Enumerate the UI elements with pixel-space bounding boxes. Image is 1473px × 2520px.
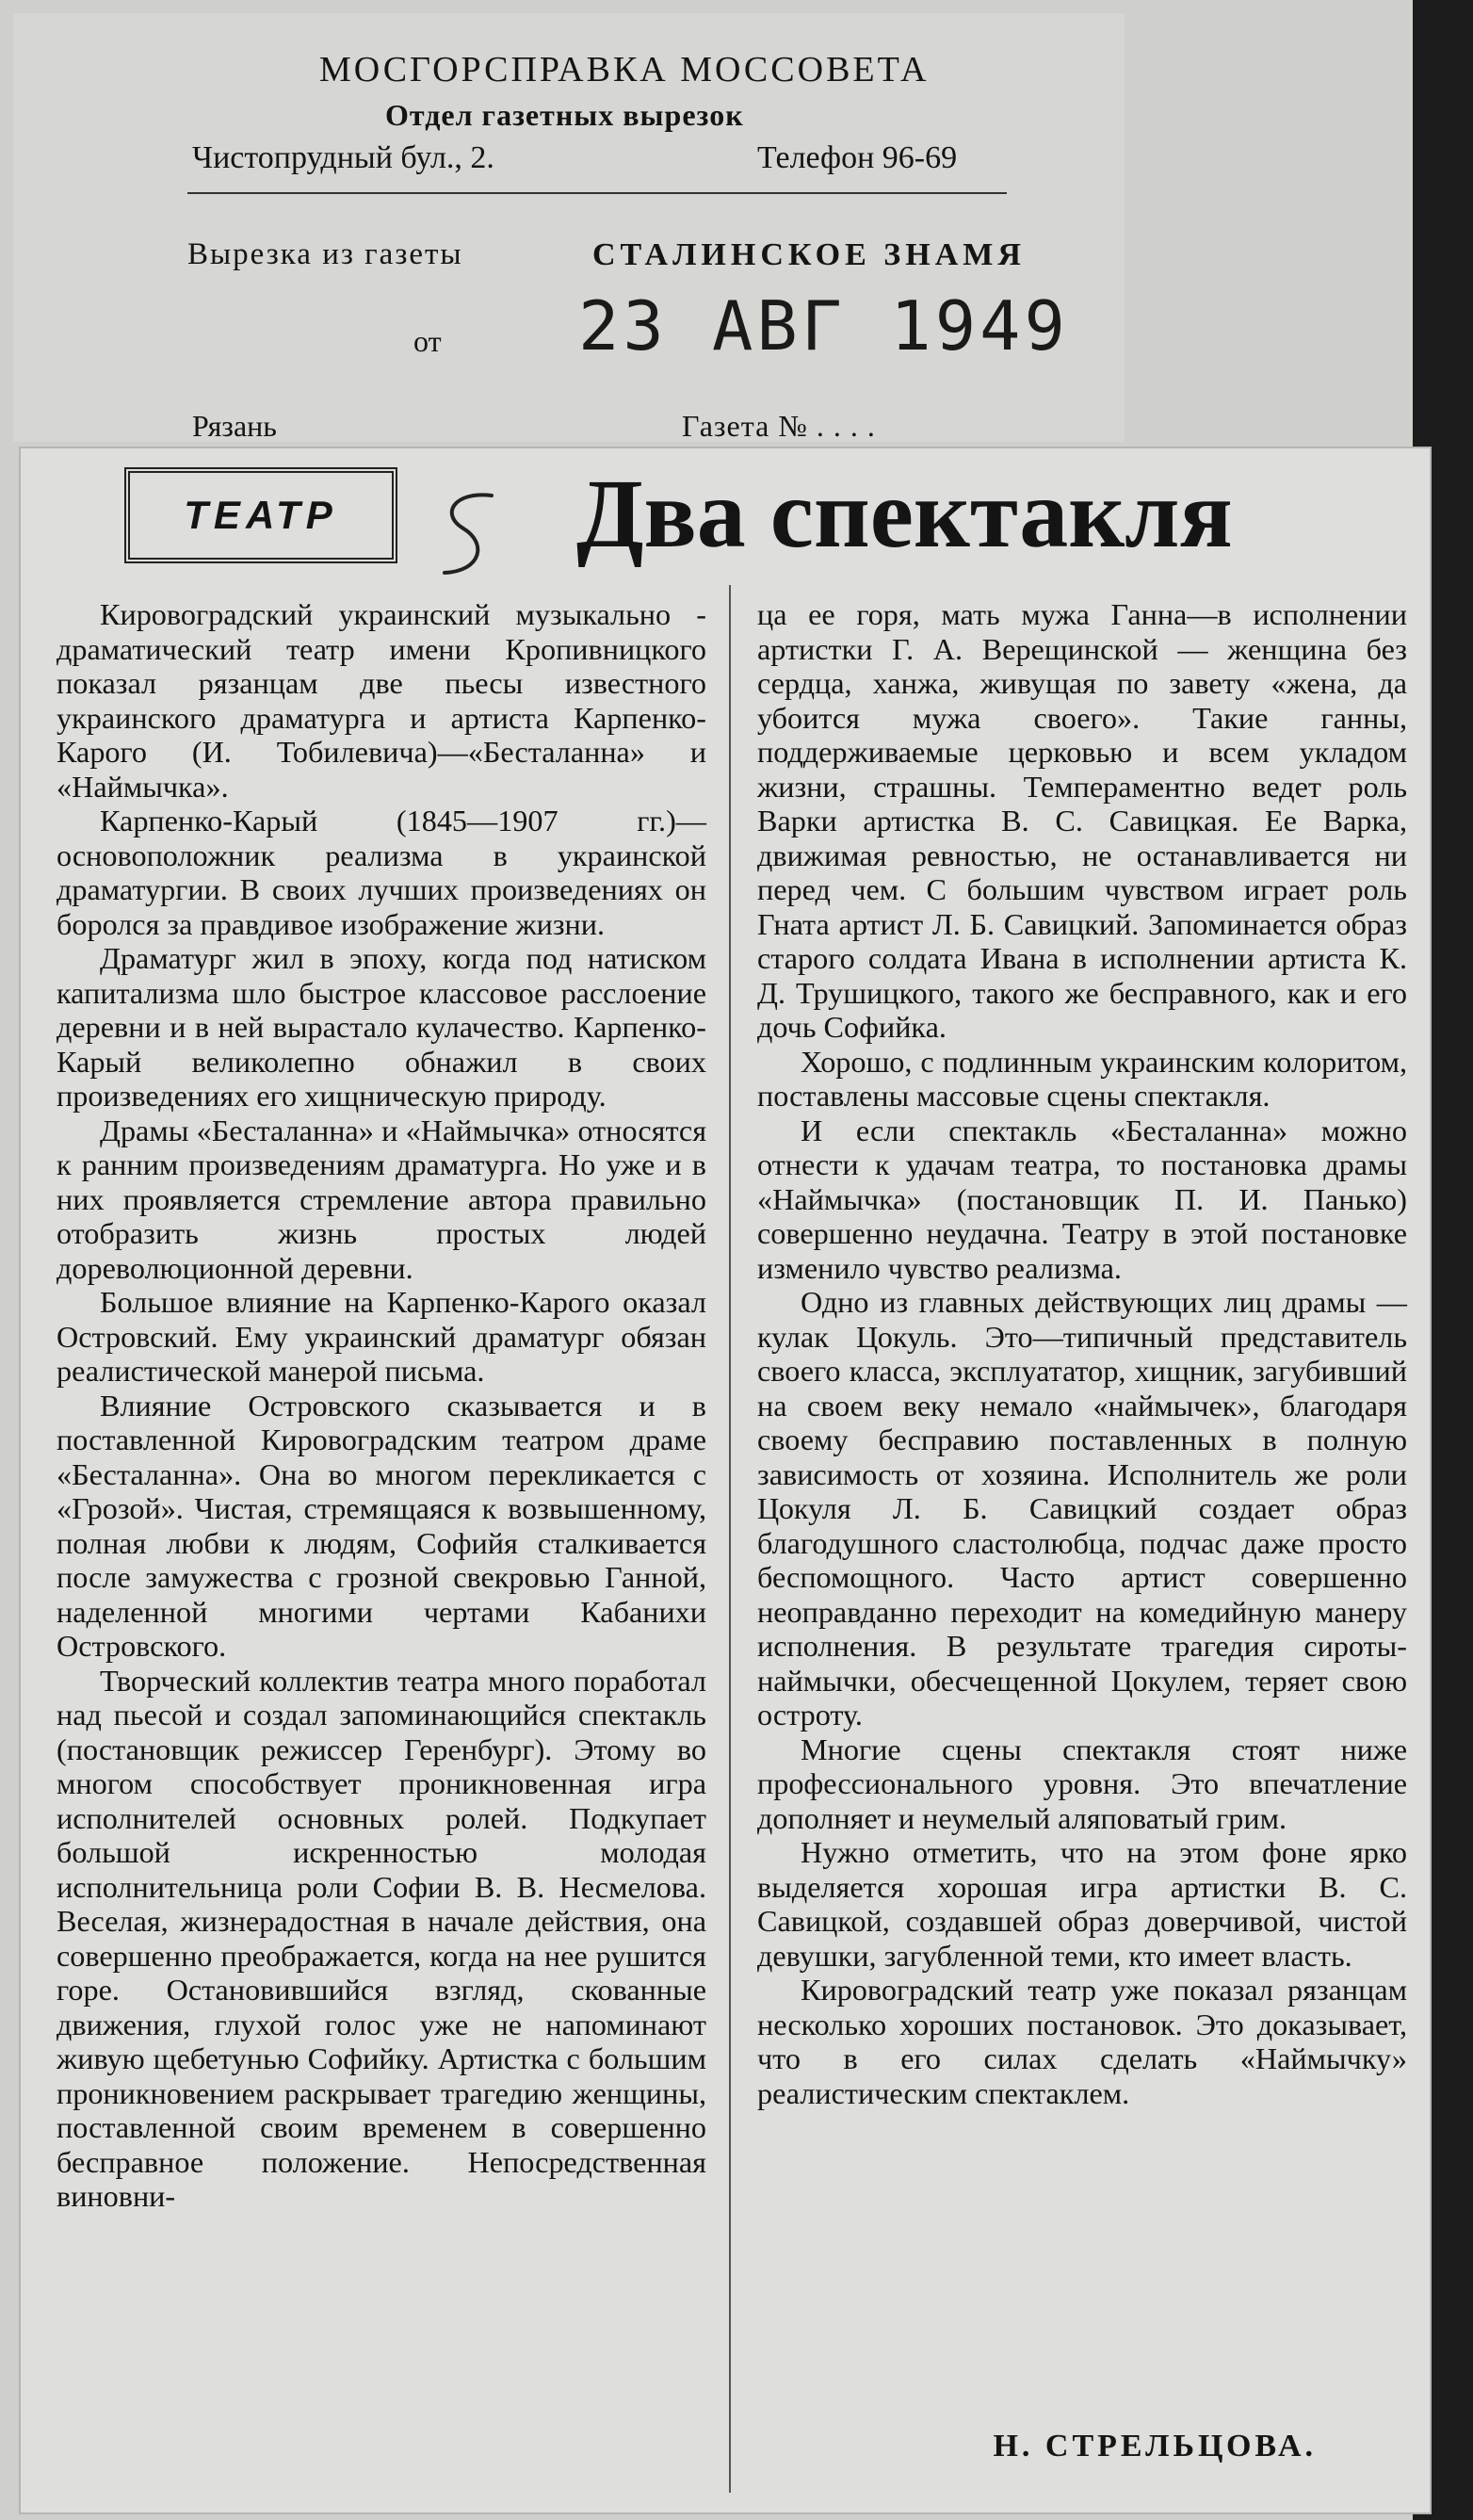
paragraph: Драматург жил в эпоху, когда под натиском капитализма шло быстрое классовое расслоение деревни и в ней вырастало кулачество. Карпенко-Карый великолепно обнажил в своих произведениях его хищническую природу. [57, 941, 706, 1113]
gazette-number: Газета № . . . . [682, 409, 876, 443]
clipping-bureau-stamp [13, 13, 1125, 442]
article-title: Два спектакля [576, 460, 1233, 568]
newspaper-name: СТАЛИНСКОЕ ЗНАМЯ [592, 237, 1026, 272]
bureau-address: Чистопрудный бул., 2. [192, 140, 494, 175]
handwritten-mark-icon [426, 486, 510, 580]
newspaper-clipping [19, 447, 1432, 2514]
paragraph: Творческий коллектив театра много поработал над пьесой и создал запоминающийся спектакль (постановщик режиссер Геренбург). Этому во многом способствует проникновенная игра исполнителей основных ролей. Подкупает большой искренностью молодая исполнительница роли Софии В. В. Несмелова. Веселая, жизнерадостная в начале действия, она совершенно преображается, когда на нее рушится горе. Остановившийся взгляд, скованные движения, глухой голос уже не напоминают живую щебетунью Софийку. Артистка с большим проникновением раскрывает трагедию женщины, поставленной своим временем в совершенно бесправное положение. Непосредственная виновни- [57, 1663, 706, 2213]
city-label: Рязань [192, 409, 277, 443]
paragraph: ца ее горя, мать мужа Ганна—в исполнении артистки Г. А. Верещинской — женщина без сердца, ханжа, живущая по завету «жена, да убоится мужа своего». Такие ганны, поддерживаемые церковью и всем укладом жизни, страшны. Темпераментно ведет роль Варки артистка В. С. Савицкая. Ее Варка, движимая ревностью, не останавливается ни перед чем. С большим чувством играет роль Гната артист Л. Б. Савицкий. Запоминается образ старого солдата Ивана в исполнении артиста К. Д. Трушицкого, такого же бесправного, как и его дочь Софийка. [757, 597, 1407, 1044]
paragraph: Одно из главных действующих лиц драмы — кулак Цокуль. Это—типичный представитель своего класса, эксплуататор, хищник, загубивший на своем веку немало «наймычек», благодаря своему бесправию поставленных в полную зависимость от хозяина. Исполнитель же роли Цокуля Л. Б. Савицкий создает образ благодушного сластолюбца, подчас даже просто беспомощного. Часто артист совершенно неоправданно переходит на комедийную манеру исполнения. В результате трагедия сироты-наймычки, обесчещенной Цокулем, теряет свою остроту. [757, 1285, 1407, 1731]
date-prefix: от [413, 324, 442, 358]
section-rubric-box [124, 467, 397, 563]
stamp-divider [187, 192, 1007, 194]
paragraph: И если спектакль «Бесталанна» можно отнести к удачам театра, то постановка драмы «Наймычка» (постановщик П. И. Панько) совершенно неудачна. Театру в этой постановке изменило чувство реализма. [757, 1113, 1407, 1285]
section-rubric: ТЕАТР [184, 493, 338, 537]
paragraph: Влияние Островского сказывается и в поставленной Кировоградским театром драме «Бесталанна». Она во многом перекликается с «Грозой». Чистая, стремящаяся к возвышенному, полная любви к людям, Софийя сталкивается после замужества с грозной свекровью Ганной, наделенной многими чертами Кабанихи Островского. [57, 1388, 706, 1663]
bureau-department: Отдел газетных вырезок [385, 98, 744, 132]
article-author: Н. СТРЕЛЬЦОВА. [993, 2429, 1317, 2463]
cutting-label: Вырезка из газеты [187, 237, 463, 271]
paragraph: Нужно отметить, что на этом фоне ярко выделяется хорошая игра артистки В. С. Савицкой, создавшей образ доверчивой, чистой девушки, загубленной теми, кто имеет власть. [757, 1835, 1407, 1973]
paragraph: Многие сцены спектакля стоят ниже профессионального уровня. Это впечатление дополняет и неумелый аляповатый грим. [757, 1731, 1407, 1835]
paragraph: Кировоградский театр уже показал рязанцам несколько хороших постановок. Это доказывает, что в его силах сделать «Наймычку» реалистическим спектаклем. [757, 1973, 1407, 2110]
paragraph: Большое влияние на Карпенко-Карого оказал Островский. Ему украинский драматург обязан реалистической манерой письма. [57, 1285, 706, 1388]
publication-date: 23 АВГ 1949 [578, 286, 1069, 366]
paragraph: Драмы «Бесталанна» и «Наймычка» относятся к ранним произведениям драматурга. Но уже и в них проявляется стремление автора правильно отобразить жизнь простых людей дореволюционной деревни. [57, 1113, 706, 1285]
article-left-column [57, 597, 706, 2214]
paragraph: Хорошо, с подлинным украинским колоритом, поставлены массовые сцены спектакля. [757, 1044, 1407, 1113]
column-divider [729, 585, 731, 2493]
article-right-column [757, 597, 1407, 2110]
bureau-phone: Телефон 96-69 [757, 140, 958, 175]
paragraph: Карпенко-Карый (1845—1907 гг.)—основоположник реализма в украинской драматургии. В своих лучших произведениях он боролся за правдивое изображение жизни. [57, 804, 706, 941]
paragraph: Кировоградский украинский музыкально - драматический театр имени Кропивницкого показал рязанцам две пьесы известного украинского драматурга и артиста Карпенко-Карого (И. Тобилевича)—«Бесталанна» и «Наймычка». [57, 597, 706, 804]
bureau-name: МОСГОРСПРАВКА МОССОВЕТА [319, 50, 930, 89]
